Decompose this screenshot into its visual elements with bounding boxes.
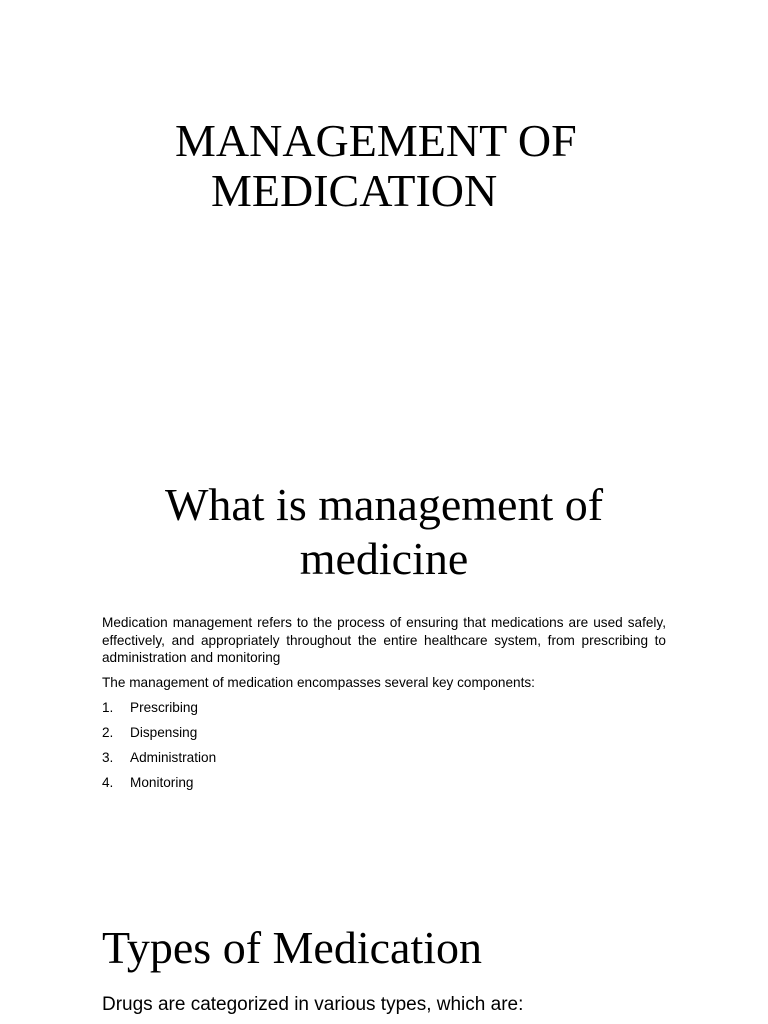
list-item [102,774,216,799]
document-title-line-2: MEDICATION [211,165,498,216]
components-intro: The management of medication encompasses several key components: [102,675,535,690]
list-item-number: 1. [102,700,114,715]
document-title-line-1: MANAGEMENT OF [175,115,577,166]
list-item-label: Administration [130,750,217,765]
document-title [175,116,577,216]
list-item [102,699,216,724]
section-heading-types: Types of Medication [102,922,483,973]
list-item-label: Prescribing [130,700,198,715]
section-heading-what-is [0,478,768,586]
list-item-number: 3. [102,750,114,765]
section-heading-line-2: medicine [299,533,469,584]
list-item [102,749,216,774]
list-item-number: 4. [102,775,114,790]
types-intro: Drugs are categorized in various types, which are: [102,994,524,1015]
list-item-label: Monitoring [130,775,194,790]
list-item-label: Dispensing [130,725,198,740]
list-item-number: 2. [102,725,114,740]
components-list [102,699,216,799]
list-item [102,724,216,749]
definition-paragraph: Medication management refers to the process of ensuring that medications are used safely, effectively, and appropriately throughout the entire healthcare system, from prescribing to administration and monitoring [102,615,666,665]
section-heading-line-1: What is management of [164,479,604,530]
